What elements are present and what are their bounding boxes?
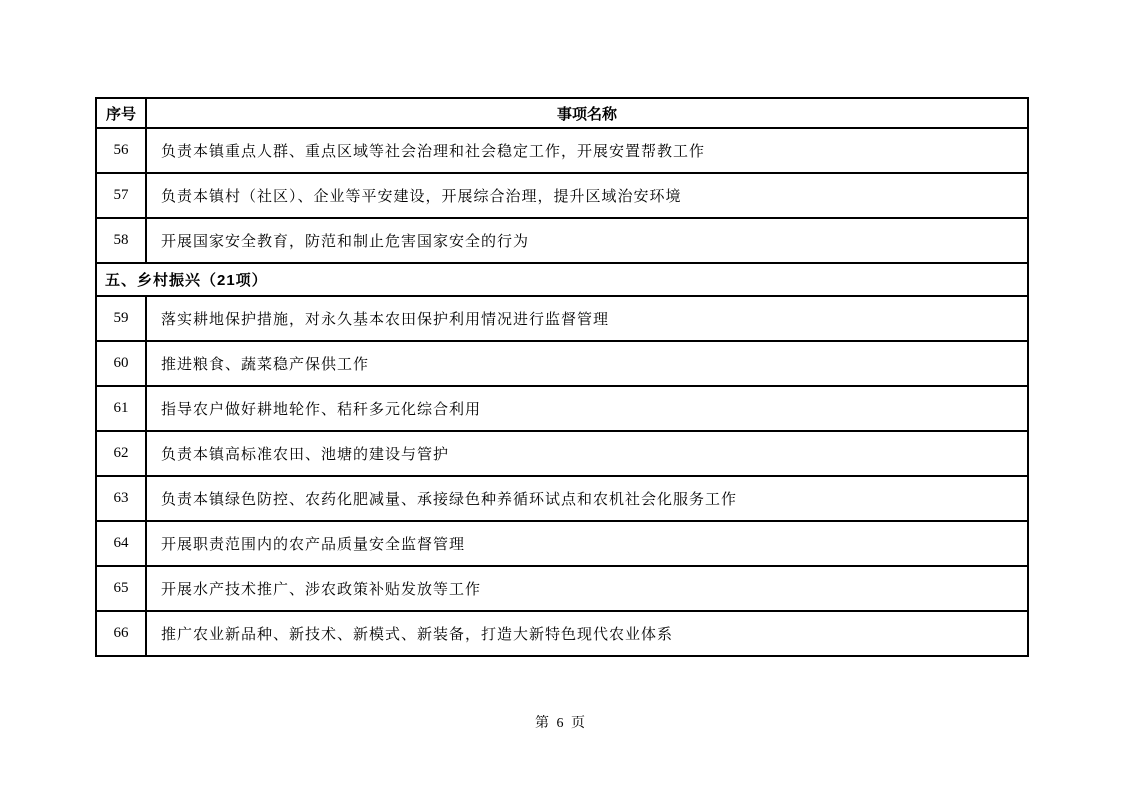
row-serial-number: 63 <box>96 476 146 521</box>
row-item-name: 指导农户做好耕地轮作、秸秆多元化综合利用 <box>146 386 1028 431</box>
table-row <box>96 341 1028 386</box>
header-item-name: 事项名称 <box>146 98 1028 128</box>
row-serial-number: 59 <box>96 296 146 341</box>
row-item-name: 推广农业新品种、新技术、新模式、新装备，打造大新特色现代农业体系 <box>146 611 1028 656</box>
row-item-name: 开展职责范围内的农产品质量安全监督管理 <box>146 521 1028 566</box>
row-serial-number: 57 <box>96 173 146 218</box>
row-serial-number: 66 <box>96 611 146 656</box>
table-row <box>96 521 1028 566</box>
row-item-name: 负责本镇重点人群、重点区域等社会治理和社会稳定工作，开展安置帮教工作 <box>146 128 1028 173</box>
row-serial-number: 65 <box>96 566 146 611</box>
table-row <box>96 476 1028 521</box>
table-row <box>96 431 1028 476</box>
table-row <box>96 296 1028 341</box>
table-row <box>96 218 1028 263</box>
row-item-name: 开展国家安全教育，防范和制止危害国家安全的行为 <box>146 218 1028 263</box>
row-item-name: 开展水产技术推广、涉农政策补贴发放等工作 <box>146 566 1028 611</box>
table-row <box>96 566 1028 611</box>
table-row <box>96 611 1028 656</box>
row-serial-number: 60 <box>96 341 146 386</box>
row-serial-number: 58 <box>96 218 146 263</box>
row-serial-number: 64 <box>96 521 146 566</box>
table-body <box>96 128 1028 656</box>
row-serial-number: 56 <box>96 128 146 173</box>
row-item-name: 推进粮食、蔬菜稳产保供工作 <box>146 341 1028 386</box>
row-serial-number: 61 <box>96 386 146 431</box>
items-table <box>95 97 1029 657</box>
page-number: 第 6 页 <box>535 716 587 731</box>
row-serial-number: 62 <box>96 431 146 476</box>
header-serial-number: 序号 <box>96 98 146 128</box>
section-title: 五、乡村振兴（21项） <box>96 263 1028 296</box>
table-header-row <box>96 98 1028 128</box>
row-item-name: 落实耕地保护措施，对永久基本农田保护利用情况进行监督管理 <box>146 296 1028 341</box>
table-head <box>96 98 1028 128</box>
table-row <box>96 173 1028 218</box>
table-row <box>96 386 1028 431</box>
table-row <box>96 128 1028 173</box>
section-row <box>96 263 1028 296</box>
row-item-name: 负责本镇高标准农田、池塘的建设与管护 <box>146 431 1028 476</box>
row-item-name: 负责本镇村（社区）、企业等平安建设，开展综合治理，提升区域治安环境 <box>146 173 1028 218</box>
row-item-name: 负责本镇绿色防控、农药化肥减量、承接绿色种养循环试点和农机社会化服务工作 <box>146 476 1028 521</box>
